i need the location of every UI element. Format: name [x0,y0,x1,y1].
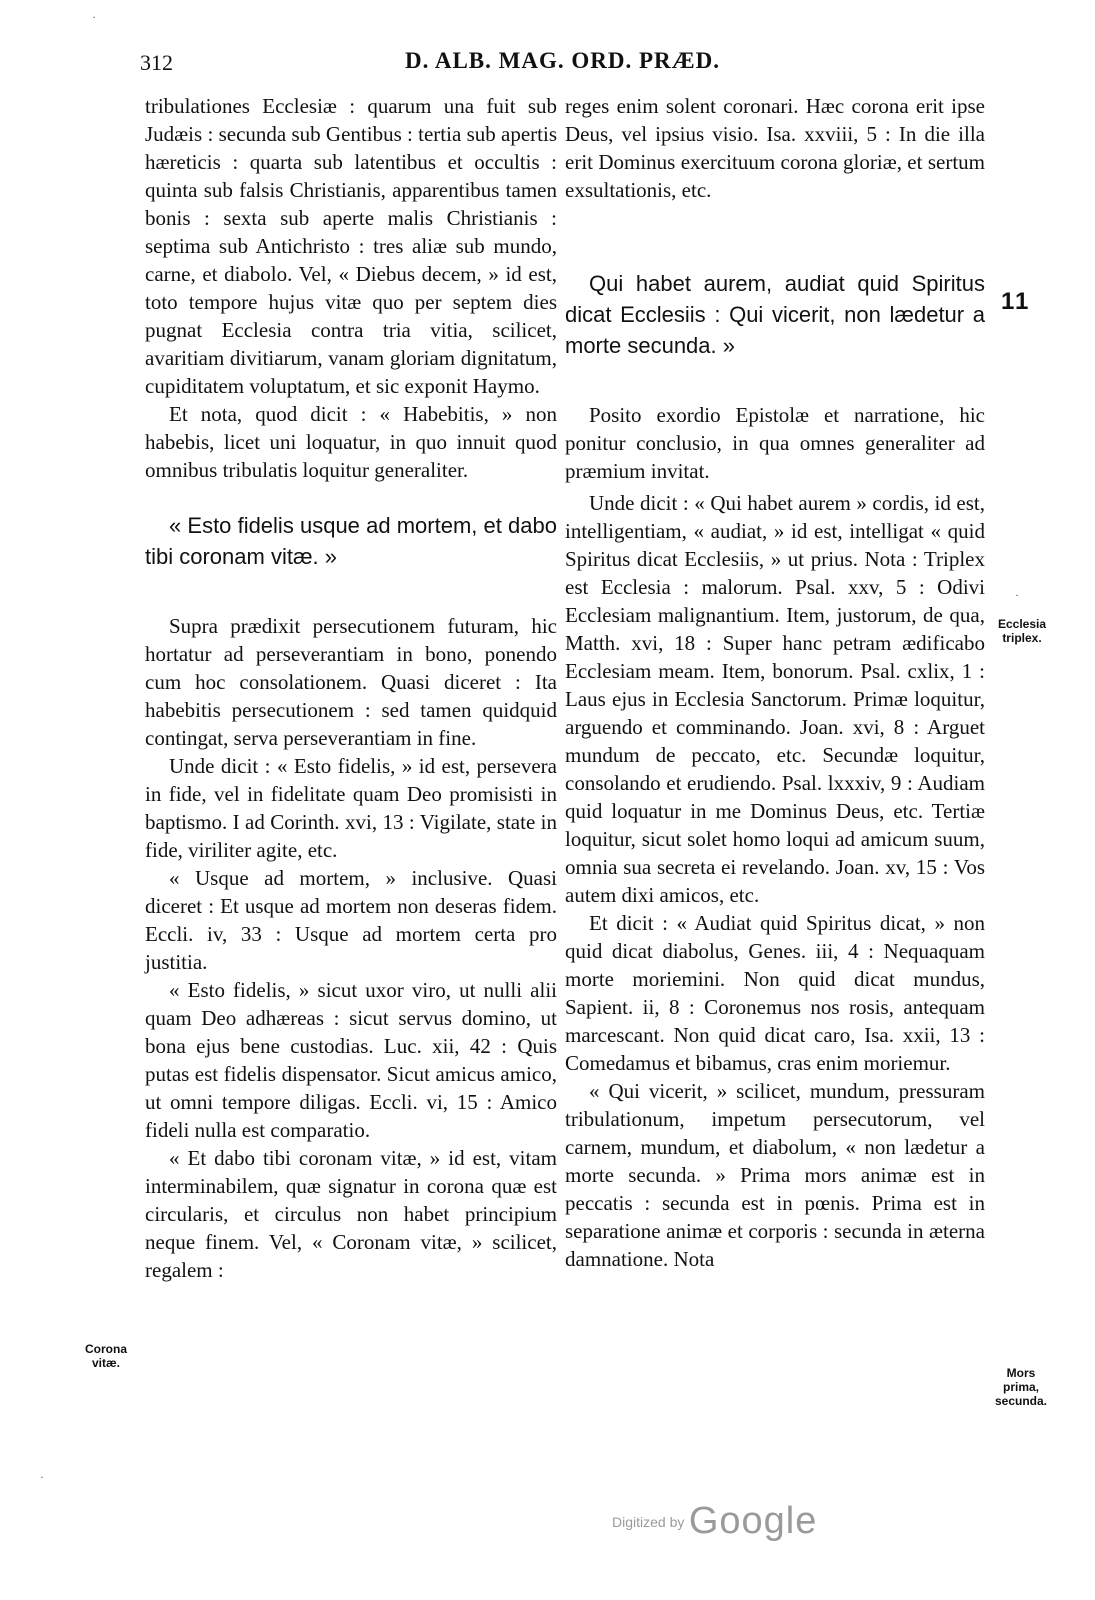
paragraph: Supra prædixit persecutionem futuram, hic hortatur ad perseverantiam in bono, ponendo cum hoc consolationem. Quasi diceret : Ita habebitis persecutionem : sed tamen quidquid contingat, serva perseverantiam in fine. [145,614,557,750]
paragraph: tribulationes Ecclesiæ : quarum una fuit sub Judæis : secunda sub Gentibus : tertia sub apertis hæreticis : quarta sub latentibus et occultis : quinta sub falsis Christianis, apparentibus tamen bonis : sexta sub aperte malis Christianis : septima sub Antichristo : tres aliæ sub mundo, carne, et diabolo. Vel, « Diebus decem, » id est, toto tempore hujus vitæ quo per septem dies pugnat Ecclesia contra tria vitia, scilicet, avaritiam divitiarum, vanam gloriam dignitatum, cupiditatem voluptatum, et sic exponit Haymo. [145,94,557,398]
paragraph: Unde dicit : « Esto fidelis, » id est, persevera in fide, vel in fidelitate quam Deo promisisti in baptismo. I ad Corinth. xvi, 13 : Vigilate, state in fide, viriliter agite, etc. [145,754,557,862]
page-number: 312 [140,50,173,75]
paragraph: Et dicit : « Audiat quid Spiritus dicat, » non quid dicat diabolus, Genes. iii, 4 : Nequaquam morte moriemini. Non quid dicat mundus, Sapient. ii, 8 : Coronemus nos rosis, antequam marcescant. Non quid dicat caro, Isa. xxii, 13 : Comedamus et bibamus, cras enim moriemur. [565,911,985,1075]
margin-note-corona: Corona vitæ. [85,1342,127,1370]
paragraph: « Usque ad mortem, » inclusive. Quasi diceret : Et usque ad mortem non deseras fidem. Eccli. iv, 33 : Usque ad mortem certa pro justitia. [145,866,557,974]
paragraph: « Et dabo tibi coronam vitæ, » id est, vitam interminabilem, quæ signatur in corona quæ est circularis, et circulus non habet principium neque finem. Vel, « Coronam vitæ, » scilicet, regalem : [145,1146,557,1282]
scan-speck: · [92,10,96,24]
scan-speck: · [1015,588,1019,602]
paragraph: « Esto fidelis, » sicut uxor viro, ut nulli alii quam Deo adhæreas : sicut servus domino, ut bona ejus bene custodias. Luc. xii, 42 : Quis putas est fidelis dispensator. Sicut amicus amico, ut omni tempore diligas. Eccli. vi, 15 : Amico fideli nulla est comparatio. [145,978,557,1142]
google-logo: Google [688,1500,818,1542]
digitized-label: Digitized by [612,1514,685,1530]
paragraph: « Qui vicerit, » scilicet, mundum, pressuram tribulationum, impetum persecutorum, vel carnem, mundum, et diabolum, « non lædetur a morte secunda. » Prima mors animæ est in peccatis : secunda est in pœnis. Prima est in separatione animæ et corporis : secunda in æterna damnatione. Nota [565,1079,985,1271]
lemma-verse: « Esto fidelis usque ad mortem, et dabo tibi coronam vitæ. » [145,513,557,569]
running-title: D. ALB. MAG. ORD. PRÆD. [405,48,720,73]
right-column [565,92,985,1273]
digitized-by-google-watermark [612,1500,817,1543]
left-column [145,92,557,1284]
scan-speck: · [40,1470,44,1484]
margin-note-mors: Mors prima, secunda. [994,1366,1048,1408]
paragraph: Et nota, quod dicit : « Habebitis, » non habebis, licet uni loquatur, in quo innuit quod omnibus tribulatis loquitur generaliter. [145,402,557,482]
paragraph: reges enim solent coronari. Hæc corona erit ipse Deus, vel ipsius visio. Isa. xxviii, 5 : In die illa erit Dominus exercituum corona gloriæ, et sertum exsultationis, etc. [565,94,985,202]
verse-marker: 11 [1001,288,1031,315]
lemma-verse: Qui habet aurem, audiat quid Spiritus dicat Ecclesiis : Qui vicerit, non lædetur a morte secunda. » [565,271,985,358]
paragraph: Posito exordio Epistolæ et narratione, hic ponitur conclusio, in qua omnes generaliter ad præmium invitat. [565,403,985,483]
margin-note-ecclesia: Ecclesia triplex. [997,617,1047,645]
paragraph: Unde dicit : « Qui habet aurem » cordis, id est, intelligentiam, « audiat, » id est, intelligat « quid Spiritus dicat Ecclesiis, » ut prius. Nota : Triplex est Ecclesia : malorum. Psal. xxv, 5 : Odivi Ecclesiam malignantium. Item, justorum, de qua, Matth. xvi, 18 : Super hanc petram ædificabo Ecclesiam meam. Item, bonorum. Psal. cxlix, 1 : Laus ejus in Ecclesia Sanctorum. Primæ loquitur, arguendo et comminando. Joan. xvi, 8 : Arguet mundum de peccato, etc. Secundæ loquitur, consolando et erudiendo. Psal. lxxxiv, 9 : Audiam quid loquatur in me Dominus Deus, etc. Tertiæ loquitur, sicut solet homo loqui ad amicum suum, omnia sua secreta ei revelando. Joan. xv, 15 : Vos autem dixi amicos, etc. [565,491,985,907]
